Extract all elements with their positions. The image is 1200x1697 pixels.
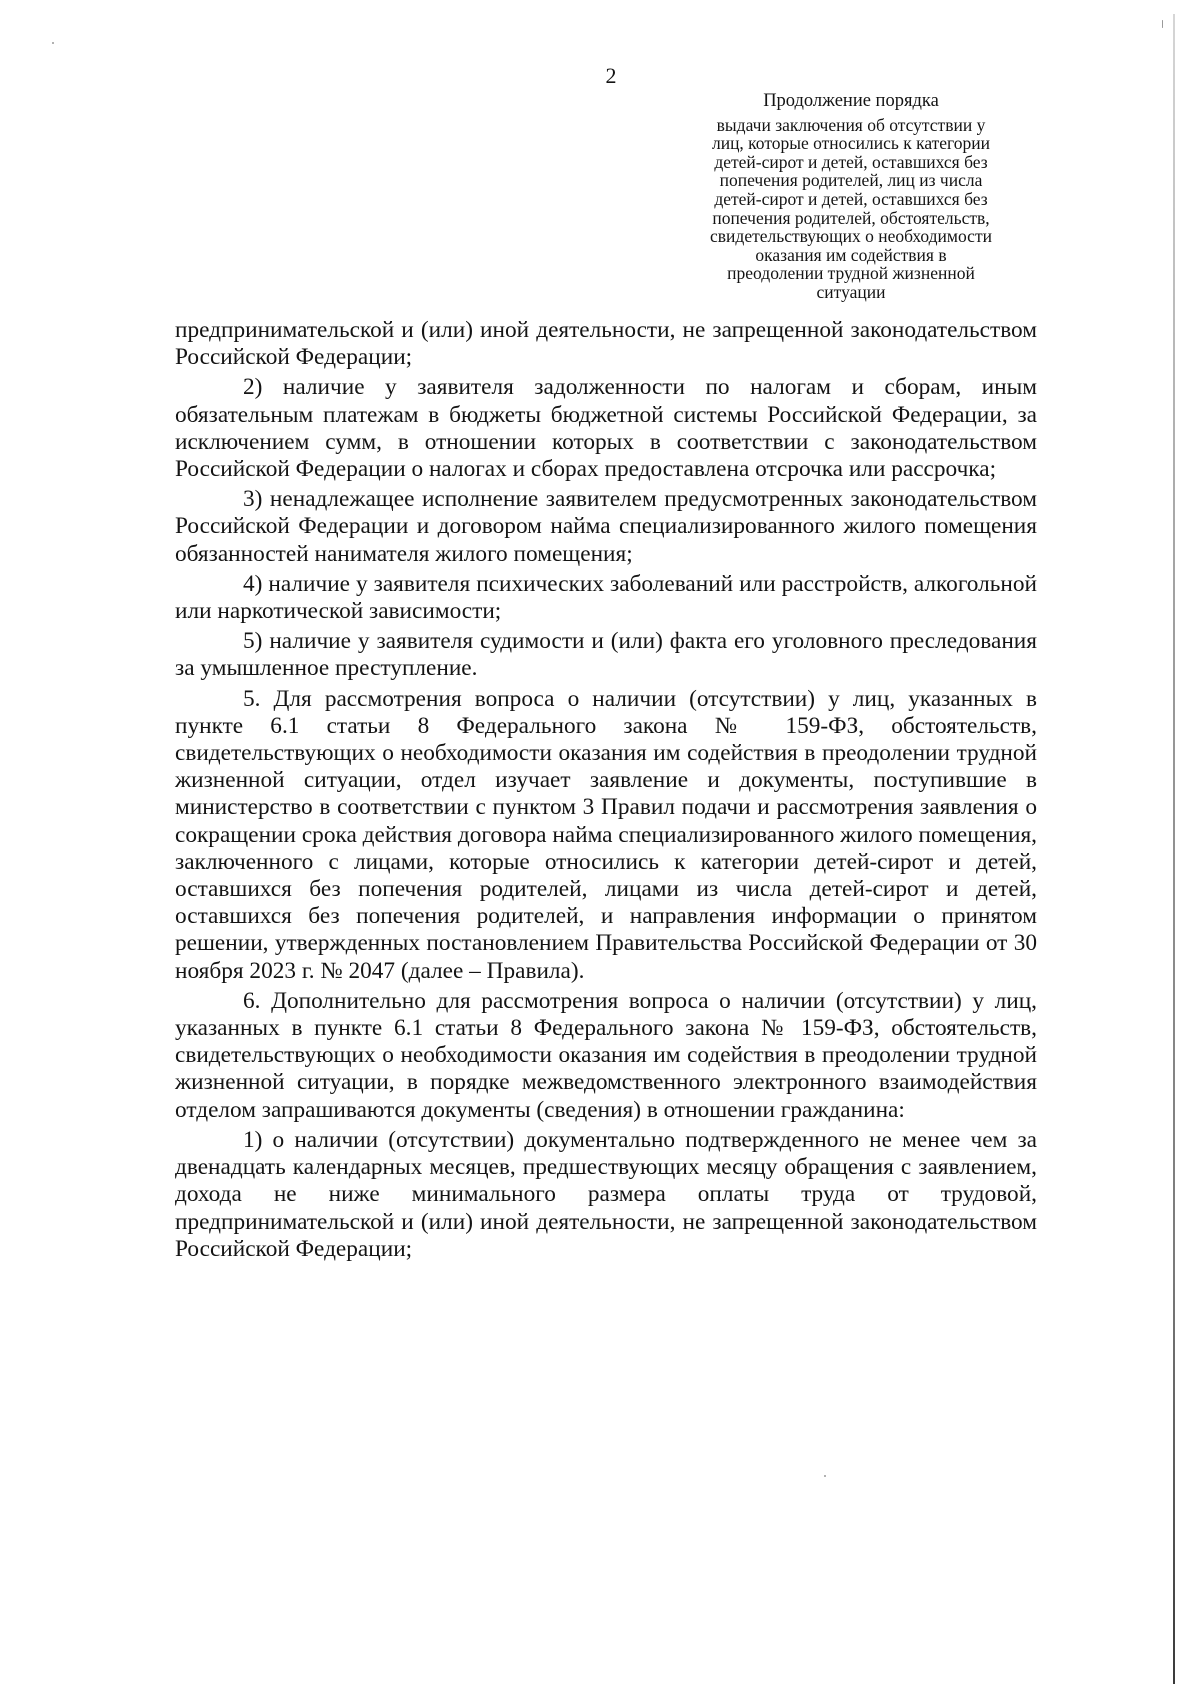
- header-line: свидетельствующих о необходимости: [710, 226, 992, 247]
- page-number: 2: [605, 63, 617, 88]
- header-line: попечения родителей, обстоятельств,: [712, 207, 990, 228]
- header-line: детей-сирот и детей, оставшихся без: [714, 188, 988, 209]
- scan-edge-line: [1173, 14, 1175, 1684]
- list-item-5: 5) наличие у заявителя судимости и (или) факта его уголовного преследования за умышленное преступление.: [175, 628, 1037, 682]
- header-line: детей-сирот и детей, оставшихся без: [714, 151, 988, 172]
- scan-speck: [824, 1475, 826, 1477]
- section-6-paragraph: 6. Дополнительно для рассмотрения вопроса о наличии (отсутствии) у лиц, указанных в пункте 6.1 статьи 8 Федерального закона № 159-ФЗ, обстоятельств, свидетельствующих о необходимости оказания им содействия в преодолении трудной жизненной ситуации, в порядке межведомственного электронного взаимодействия отделом запрашиваются документы (сведения) в отношении гражданина:: [175, 987, 1037, 1123]
- paragraph-continuation: предпринимательской и (или) иной деятельности, не запрещенной законодательством Российской Федерации;: [175, 317, 1037, 371]
- list-item-2: 2) наличие у заявителя задолженности по налогам и сборам, иным обязательным платежам в бюджеты бюджетной системы Российской Федерации, за исключением сумм, в отношении которых в соответствии с законодательством Российской Федерации о налогах и сборах предоставлена отсрочка или рассрочка;: [175, 374, 1037, 483]
- header-line: ситуации: [816, 281, 886, 302]
- scan-speck: [1162, 20, 1163, 28]
- list-item-1: 1) о наличии (отсутствии) документально подтвержденного не менее чем за двенадцать календарных месяцев, предшествующих месяцу обращения с заявлением, дохода не ниже минимального размера оплаты труда от трудовой, предпринимательской и (или) иной деятельности, не запрещенной законодательством Российской Федерации;: [175, 1126, 1037, 1262]
- list-item-4: 4) наличие у заявителя психических заболеваний или расстройств, алкогольной или наркотической зависимости;: [175, 570, 1037, 625]
- document-header: [665, 92, 1037, 302]
- header-line: выдачи заключения об отсутствии у: [716, 114, 986, 135]
- section-5-paragraph: 5. Для рассмотрения вопроса о наличии (отсутствии) у лиц, указанных в пункте 6.1 статьи 8 Федерального закона № 159-ФЗ, обстоятельств, свидетельствующих о необходимости оказания им содействия в преодолении трудной жизненной ситуации, отдел изучает заявление и документы, поступившие в министерство в соответствии с пунктом 3 Правил подачи и рассмотрения заявления о сокращении срока действия договора найма специализированного жилого помещения, заключенного с лицами, которые относились к категории детей-сирот и детей, оставшихся без попечения родителей, лицами из числа детей-сирот и детей, оставшихся без попечения родителей, и направления информации о принятом решении, утвержденных постановлением Правительства Российской Федерации от 30 ноября 2023 г. № 2047 (далее – Правила).: [175, 685, 1037, 984]
- header-line: попечения родителей, лиц из числа: [719, 170, 983, 191]
- document-body: [175, 317, 1037, 1266]
- header-line: оказания им содействия в: [755, 244, 947, 265]
- header-line: лиц, которые относились к категории: [711, 133, 991, 154]
- scan-speck: [52, 42, 54, 44]
- header-line: преодолении трудной жизненной: [727, 263, 975, 284]
- list-item-3: 3) ненадлежащее исполнение заявителем предусмотренных законодательством Российской Федерации и договором найма специализированного жилого помещения обязанностей нанимателя жилого помещения;: [175, 486, 1037, 567]
- header-line: Продолжение порядка: [763, 91, 939, 111]
